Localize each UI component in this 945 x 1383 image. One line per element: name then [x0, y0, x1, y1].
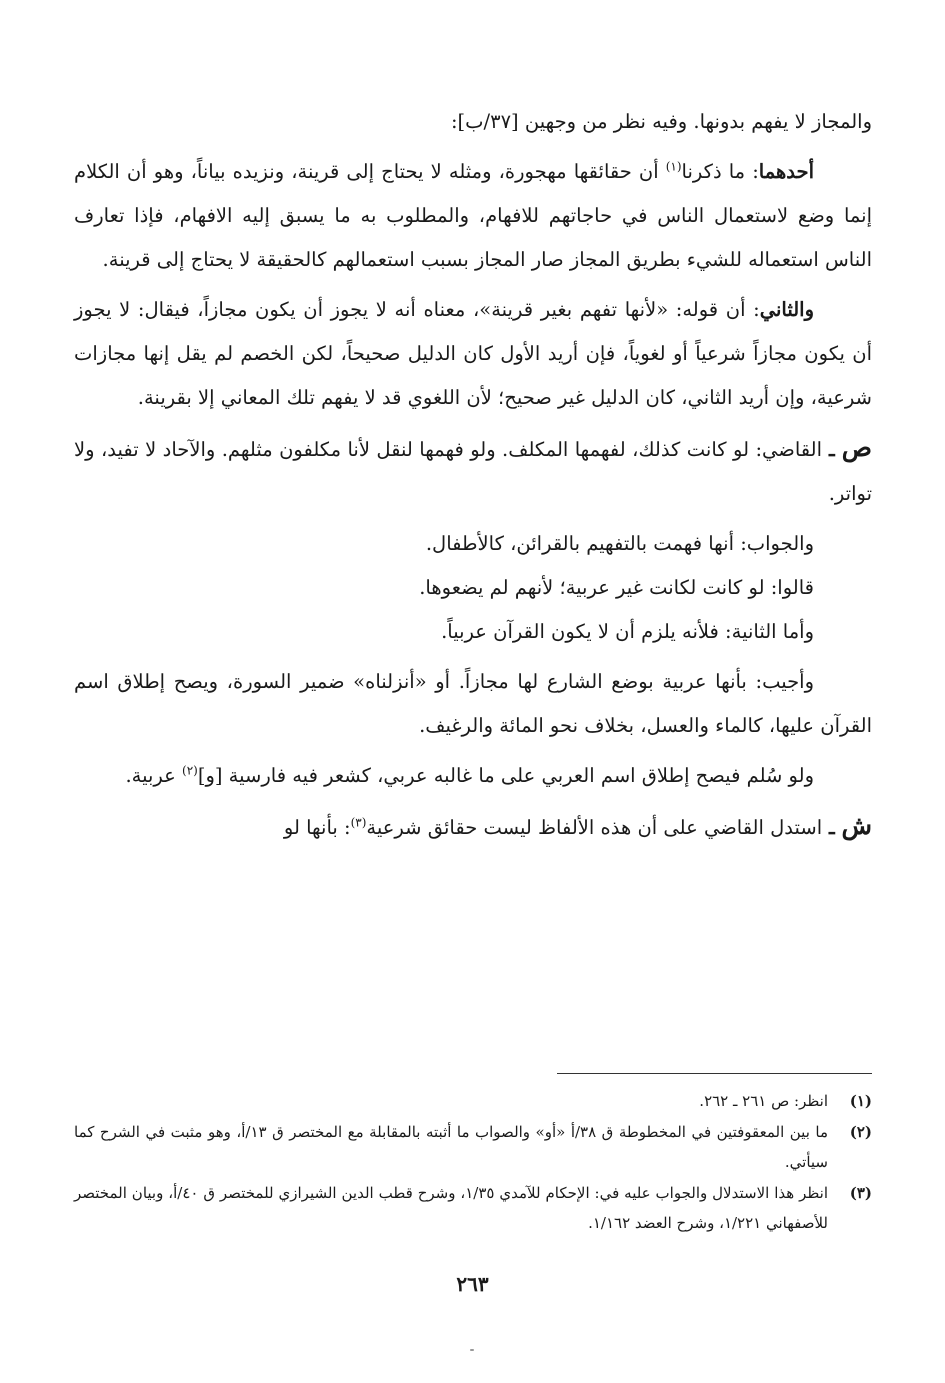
footnote-number: (٢) [849, 1123, 872, 1141]
footnote-text: ما بين المعقوفتين في المخطوطة ق ٣٨/أ «أو» والصواب ما أثبته بالمقابلة مع المختصر ق ١٣/أ، وهو مثبت في الشرح كما سيأتي. [74, 1123, 828, 1171]
footnote-3 [74, 1178, 872, 1238]
section-marker-sad: ص [841, 433, 872, 462]
paragraph-6-text: قالوا: لو كانت لكانت غير عربية؛ لأنهم لم يضعوها. [419, 576, 814, 599]
paragraph-10-text-b: : بأنها لو [283, 816, 351, 839]
footnote-separator [557, 1073, 872, 1074]
page-number: ٢٦٣ [456, 1272, 489, 1296]
footnote-text: انظر هذا الاستدلال والجواب عليه في: الإحكام للآمدي ١/٣٥، وشرح قطب الدين الشيرازي للمختصر ق ٤٠/أ، وبيان المختصر للأصفهاني ١/٢٢١، وشرح العضد ١/١٦٢. [74, 1184, 828, 1232]
footnote-text: انظر: ص ٢٦١ ـ ٢٦٢. [699, 1092, 828, 1110]
paragraph-2 [74, 150, 872, 282]
paragraph-2-label: أحدهما [758, 160, 814, 183]
paragraph-3-text: : أن قوله: «لأنها تفهم بغير قرينة»، معناه أنه لا يجوز أن يكون مجازاً، فيقال: لا يجوز أن يكون مجازاً شرعياً أو لغوياً، فإن أريد الأول كان الدليل صحيحاً، لكن الخصم لم يقل إنها مجازات شرعية، وإن أريد الثاني، كان الدليل غير صحيح؛ لأن اللغوي قد لا يفهم تلك المعاني إلا بقرينة. [74, 298, 872, 409]
paragraph-1 [74, 100, 872, 144]
section-marker-dash: ـ [822, 438, 842, 461]
scan-speck [470, 1349, 474, 1351]
paragraph-3 [74, 288, 872, 420]
paragraph-10 [74, 804, 872, 850]
footnote-number: (٣) [849, 1184, 872, 1202]
section-marker-dash-2: ـ [822, 816, 842, 839]
paragraph-7 [74, 610, 814, 654]
footnote-ref-1: (١) [665, 159, 682, 174]
paragraph-9-text-a: ولو سُلم فيصح إطلاق اسم العربي على ما غالبه عربي، كشعر فيه فارسية [و] [197, 764, 814, 787]
paragraph-2-text-b: أن حقائقها مهجورة، ومثله لا يحتاج إلى قرينة، ونزيده بياناً، وهو أن الكلام إنما وضع لاستعمال الناس في حاجاتهم للافهام، والمطلوب به ما يسبق إليه الافهام، فإذا تعارف الناس استعماله للشيء بطريق المجاز صار المجاز بسبب استعمالهم كالحقيقة لا يحتاج إلى قرينة. [74, 160, 872, 271]
paragraph-8 [74, 660, 872, 748]
paragraph-5 [74, 522, 814, 566]
paragraph-1-text: والمجاز لا يفهم بدونها. وفيه نظر من وجهين [٣٧/ب]: [450, 110, 872, 133]
paragraph-4 [74, 426, 872, 516]
paragraph-2-text-a: : ما ذكرنا [681, 160, 759, 183]
paragraph-3-label: والثاني [759, 298, 814, 321]
paragraph-7-text: وأما الثانية: فلأنه يلزم أن لا يكون القرآن عربياً. [441, 620, 814, 643]
paragraph-10-text-a: استدل القاضي على أن هذه الألفاظ ليست حقائق شرعية [366, 816, 823, 839]
paragraph-9-text-b: عربية. [125, 764, 183, 787]
section-marker-shin: ش [841, 811, 872, 840]
paragraph-9 [74, 754, 872, 798]
paragraph-5-text: والجواب: أنها فهمت بالتفهيم بالقرائن، كالأطفال. [425, 532, 814, 555]
footnote-ref-2: (٢) [182, 763, 198, 778]
footnote-number: (١) [849, 1092, 872, 1110]
paragraph-4-text: القاضي: لو كانت كذلك، لفهمها المكلف. ولو فهمها لنقل لأنا مكلفون مثلهم. والآحاد لا تفيد، ولا تواتر. [74, 438, 872, 505]
footnote-2 [74, 1117, 872, 1177]
paragraph-6 [74, 566, 814, 610]
footnote-1 [74, 1086, 872, 1116]
main-text [74, 100, 872, 856]
paragraph-8-text: وأجيب: بأنها عربية بوضع الشارع لها مجازاً. أو «أنزلناه» ضمير السورة، ويصح إطلاق اسم القرآن عليها، كالماء والعسل، بخلاف نحو المائة والرغيف. [74, 670, 872, 737]
footnotes [74, 1086, 872, 1239]
footnote-ref-3: (٣) [350, 815, 367, 830]
